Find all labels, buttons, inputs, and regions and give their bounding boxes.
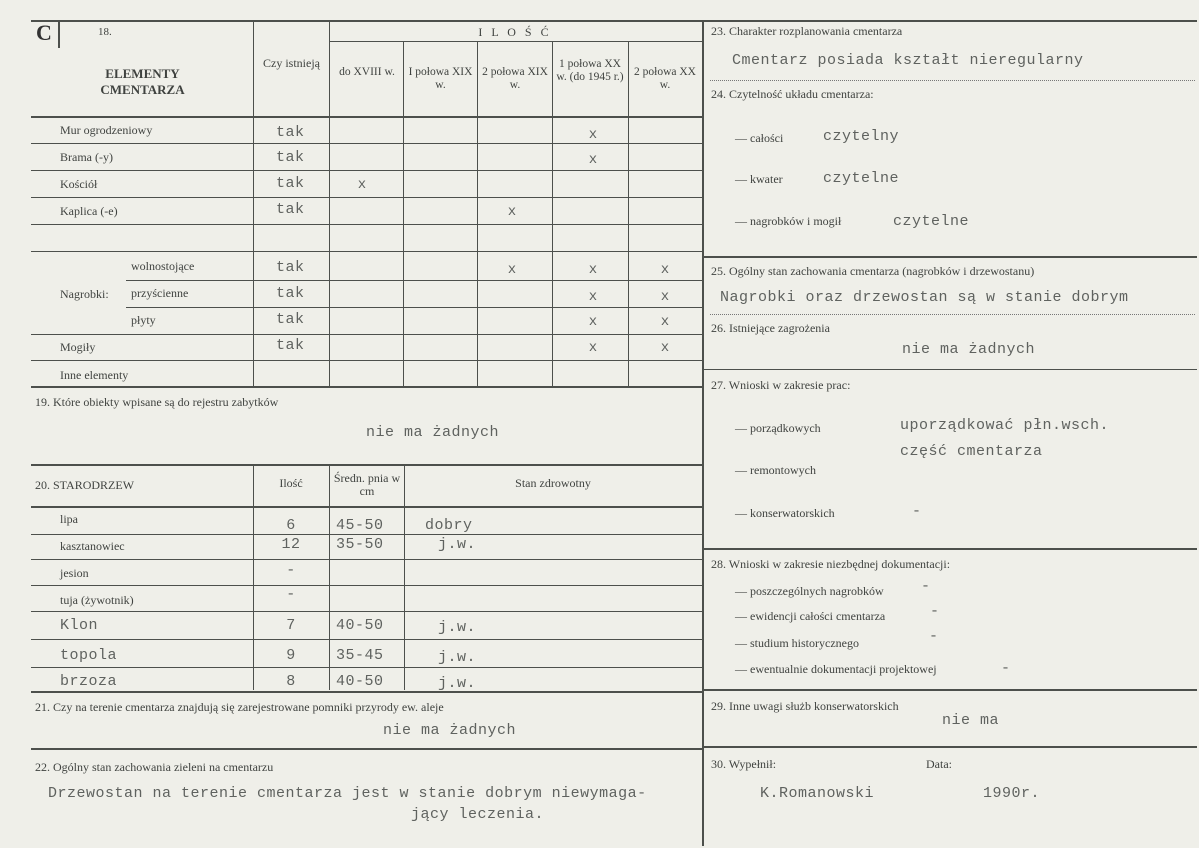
- nagrobki-label: Nagrobki:: [60, 287, 109, 301]
- tree-state: j.w.: [438, 536, 477, 553]
- row-line: [31, 559, 702, 560]
- exists-value: tak: [276, 285, 305, 302]
- sec20-vline: [329, 465, 330, 690]
- period-4-header: 1 połowa XX w. (do 1945 r.): [556, 58, 624, 83]
- sec27-bottom: [703, 548, 1197, 550]
- ilosc-underline: [329, 41, 702, 42]
- row-line: [31, 251, 702, 252]
- sec30-date: 1990r.: [983, 785, 1041, 802]
- period-mark: x: [588, 289, 598, 305]
- sec26-bottom: [703, 369, 1197, 370]
- row-label: Mur ogrodzeniowy: [60, 123, 153, 137]
- sec24-item-label: — całości: [735, 131, 784, 145]
- row-label: Inne elementy: [60, 368, 129, 382]
- row-line: [31, 639, 702, 640]
- exists-value: tak: [276, 149, 305, 166]
- sec28-item-value: -: [929, 628, 939, 645]
- row-line: [31, 334, 702, 335]
- row-line: [31, 667, 702, 668]
- tree-name: brzoza: [60, 673, 118, 690]
- sec19-value: nie ma żadnych: [366, 424, 500, 441]
- sec20-header-bottom: [31, 506, 702, 508]
- exists-value: tak: [276, 311, 305, 328]
- sec24-label: 24. Czytelność układu cmentarza:: [711, 87, 874, 101]
- period-mark: x: [660, 340, 670, 356]
- period-mark: x: [588, 314, 598, 330]
- sec30-label: 30. Wypełnił:: [711, 757, 777, 771]
- row-line: [31, 611, 702, 612]
- sec18-header-bottom: [31, 116, 702, 118]
- tree-state: j.w.: [438, 649, 477, 666]
- sec20-vline: [404, 465, 405, 690]
- col-pien: Średn. pnia w cm: [333, 471, 401, 498]
- sec29-label: 29. Inne uwagi służb konserwatorskich: [711, 699, 899, 713]
- tree-name: jesion: [60, 566, 89, 580]
- row-label: Kościół: [60, 177, 98, 191]
- sec28-item-value: -: [1001, 660, 1011, 677]
- dotted-line: [710, 80, 1195, 81]
- sec25-value: Nagrobki oraz drzewostan są w stanie dobrym: [720, 289, 1129, 306]
- period-mark: x: [660, 289, 670, 305]
- tree-diam: 45-50: [336, 517, 384, 534]
- sec22-label: 22. Ogólny stan zachowania zieleni na cmentarzu: [35, 760, 274, 774]
- sec28-bottom: [703, 689, 1197, 691]
- tree-name: kasztanowiec: [60, 539, 125, 553]
- tree-state: j.w.: [438, 675, 477, 692]
- tree-diam: 40-50: [336, 617, 384, 634]
- tree-name: tuja (żywotnik): [60, 593, 134, 607]
- sec18-title: ELEMENTY CMENTARZA: [100, 66, 185, 97]
- form-letter: C: [36, 20, 52, 45]
- ilosc-header: I L O Ś Ć: [478, 25, 552, 39]
- period-mark: x: [588, 127, 598, 143]
- sec28-item-label: — ewidencji całości cmentarza: [735, 609, 886, 623]
- exists-value: tak: [276, 259, 305, 276]
- tree-diam: 40-50: [336, 673, 384, 690]
- sec19-label: 19. Które obiekty wpisane są do rejestru zabytków: [35, 395, 279, 409]
- row-line: [126, 280, 702, 281]
- row-label: płyty: [131, 313, 156, 327]
- col-ilosc: Ilość: [279, 476, 303, 490]
- sec28-item-label: — ewentualnie dokumentacji projektowej: [735, 662, 937, 676]
- sec22-line2: jący leczenia.: [411, 806, 545, 823]
- period-mark: x: [660, 314, 670, 330]
- sec29-value: nie ma: [942, 712, 1000, 729]
- sec26-label: 26. Istniejące zagrożenia: [711, 321, 830, 335]
- row-label: Brama (-y): [60, 150, 113, 164]
- sec30-date-label: Data:: [926, 757, 952, 771]
- row-label: Kaplica (-e): [60, 204, 118, 218]
- sec23-label: 23. Charakter rozplanowania cmentarza: [711, 24, 903, 38]
- sec18-vline: [329, 22, 330, 386]
- period-mark: x: [588, 340, 598, 356]
- col-stan: Stan zdrowotny: [515, 476, 591, 490]
- row-line: [31, 224, 702, 225]
- letter-bar: [58, 22, 60, 48]
- sec29-bottom: [703, 746, 1197, 748]
- sec24-item-label: — nagrobków i mogił: [735, 214, 842, 228]
- sec20-bottom: [31, 691, 702, 693]
- sec28-item-value: -: [921, 578, 931, 595]
- col-exists-header: Czy istnieją: [263, 56, 320, 70]
- sec18-bottom: [31, 386, 702, 388]
- tree-qty: 9: [286, 647, 296, 664]
- sec30-name: K.Romanowski: [760, 785, 875, 802]
- sec27-item-value: -: [912, 503, 922, 520]
- row-line: [31, 585, 702, 586]
- sec18-vline: [253, 22, 254, 386]
- row-line: [31, 143, 702, 144]
- period-mark: x: [588, 152, 598, 168]
- tree-state: j.w.: [438, 619, 477, 636]
- tree-qty: -: [286, 562, 296, 579]
- center-divider: [702, 20, 704, 846]
- period-mark: x: [507, 262, 517, 278]
- sec28-item-value: -: [930, 603, 940, 620]
- period-2-header: I połowa XIX w.: [408, 66, 473, 91]
- row-line: [31, 170, 702, 171]
- tree-name: lipa: [60, 512, 78, 526]
- tree-qty: -: [286, 586, 296, 603]
- dotted-line: [710, 314, 1195, 315]
- period-1-header: do XVIII w.: [339, 66, 395, 78]
- sec23-value: Cmentarz posiada kształt nieregularny: [732, 52, 1084, 69]
- sec24-item-value: czytelne: [823, 170, 900, 187]
- row-label: przyścienne: [131, 286, 189, 300]
- sec18-number: 18.: [98, 26, 112, 38]
- period-mark: x: [507, 204, 517, 220]
- sec24-bottom: [703, 256, 1197, 258]
- sec27-item-label: — porządkowych: [735, 421, 821, 435]
- tree-qty: 6: [286, 517, 296, 534]
- period-3-header: 2 połowa XIX w.: [482, 66, 548, 91]
- row-label: wolnostojące: [131, 259, 195, 273]
- tree-name: Klon: [60, 617, 99, 634]
- sec19-bottom: [31, 464, 702, 466]
- sec28-label: 28. Wnioski w zakresie niezbędnej dokumentacji:: [711, 557, 951, 571]
- sec27-item-value: uporządkować płn.wsch.: [900, 417, 1110, 434]
- exists-value: tak: [276, 201, 305, 218]
- sec24-item-value: czytelny: [823, 128, 900, 145]
- sec26-value: nie ma żadnych: [902, 341, 1036, 358]
- tree-name: topola: [60, 647, 118, 664]
- period-mark: x: [660, 262, 670, 278]
- tree-qty: 7: [286, 617, 296, 634]
- sec24-item-label: — kwater: [735, 172, 783, 186]
- sec28-item-label: — poszczególnych nagrobków: [735, 584, 884, 598]
- sec27-label: 27. Wnioski w zakresie prac:: [711, 378, 851, 392]
- row-line: [31, 360, 702, 361]
- sec22-line1: Drzewostan na terenie cmentarza jest w stanie dobrym niewymaga-: [48, 785, 647, 802]
- sec27-item-label: — remontowych: [735, 463, 816, 477]
- period-mark: x: [357, 177, 367, 193]
- row-line: [31, 534, 702, 535]
- sec21-value: nie ma żadnych: [383, 722, 517, 739]
- sec21-bottom: [31, 748, 702, 750]
- sec27-item-value-line2: część cmentarza: [900, 443, 1043, 460]
- tree-state: dobry: [425, 517, 473, 534]
- sec20-label: 20. STARODRZEW: [35, 478, 135, 492]
- sec21-label: 21. Czy na terenie cmentarza znajdują się zarejestrowane pomniki przyrody ew. aleje: [35, 700, 444, 714]
- sec28-item-label: — studium historycznego: [735, 636, 859, 650]
- top-border: [31, 20, 1197, 22]
- sec27-item-label: — konserwatorskich: [735, 506, 835, 520]
- tree-qty: 8: [286, 673, 296, 690]
- tree-diam: 35-45: [336, 647, 384, 664]
- period-5-header: 2 połowa XX w.: [634, 66, 696, 91]
- exists-value: tak: [276, 124, 305, 141]
- sec25-label: 25. Ogólny stan zachowania cmentarza (nagrobków i drzewostanu): [711, 264, 1035, 278]
- exists-value: tak: [276, 337, 305, 354]
- tree-qty: 12: [281, 536, 301, 553]
- row-line: [31, 197, 702, 198]
- tree-diam: 35-50: [336, 536, 384, 553]
- sec24-item-value: czytelne: [893, 213, 970, 230]
- row-label: Mogiły: [60, 340, 96, 354]
- period-mark: x: [588, 262, 598, 278]
- row-line: [126, 307, 702, 308]
- exists-value: tak: [276, 175, 305, 192]
